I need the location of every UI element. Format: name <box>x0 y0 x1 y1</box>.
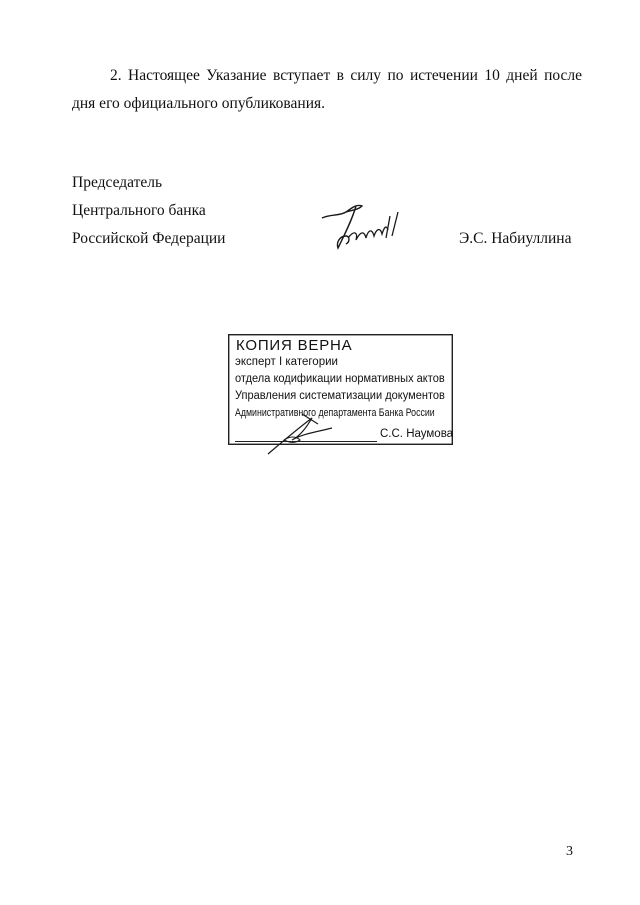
stamp-title: КОПИЯ ВЕРНА <box>236 337 353 354</box>
handwritten-signature <box>316 196 416 256</box>
signatory-title-line-3: Российской Федерации <box>72 230 226 247</box>
page-number: 3 <box>566 844 573 859</box>
stamp-line-4: Административного департамента Банка России <box>235 407 435 419</box>
stamp-line-2: отдела кодификации нормативных актов <box>235 373 445 385</box>
signatory-title-line-1: Председатель <box>72 174 163 191</box>
signatory-title-line-2: Центрального банка <box>72 202 206 219</box>
stamp-signature <box>262 410 342 460</box>
stamp-name: С.С. Наумова <box>380 428 454 440</box>
stamp-line-3: Управления систематизации документов <box>235 390 445 402</box>
body-paragraph: 2. Настоящее Указание вступает в силу по истечении 10 дней после дня его официального опубликования. <box>72 67 582 112</box>
stamp-line-1: эксперт I категории <box>235 356 338 368</box>
signatory-name: Э.С. Набиуллина <box>459 230 572 247</box>
